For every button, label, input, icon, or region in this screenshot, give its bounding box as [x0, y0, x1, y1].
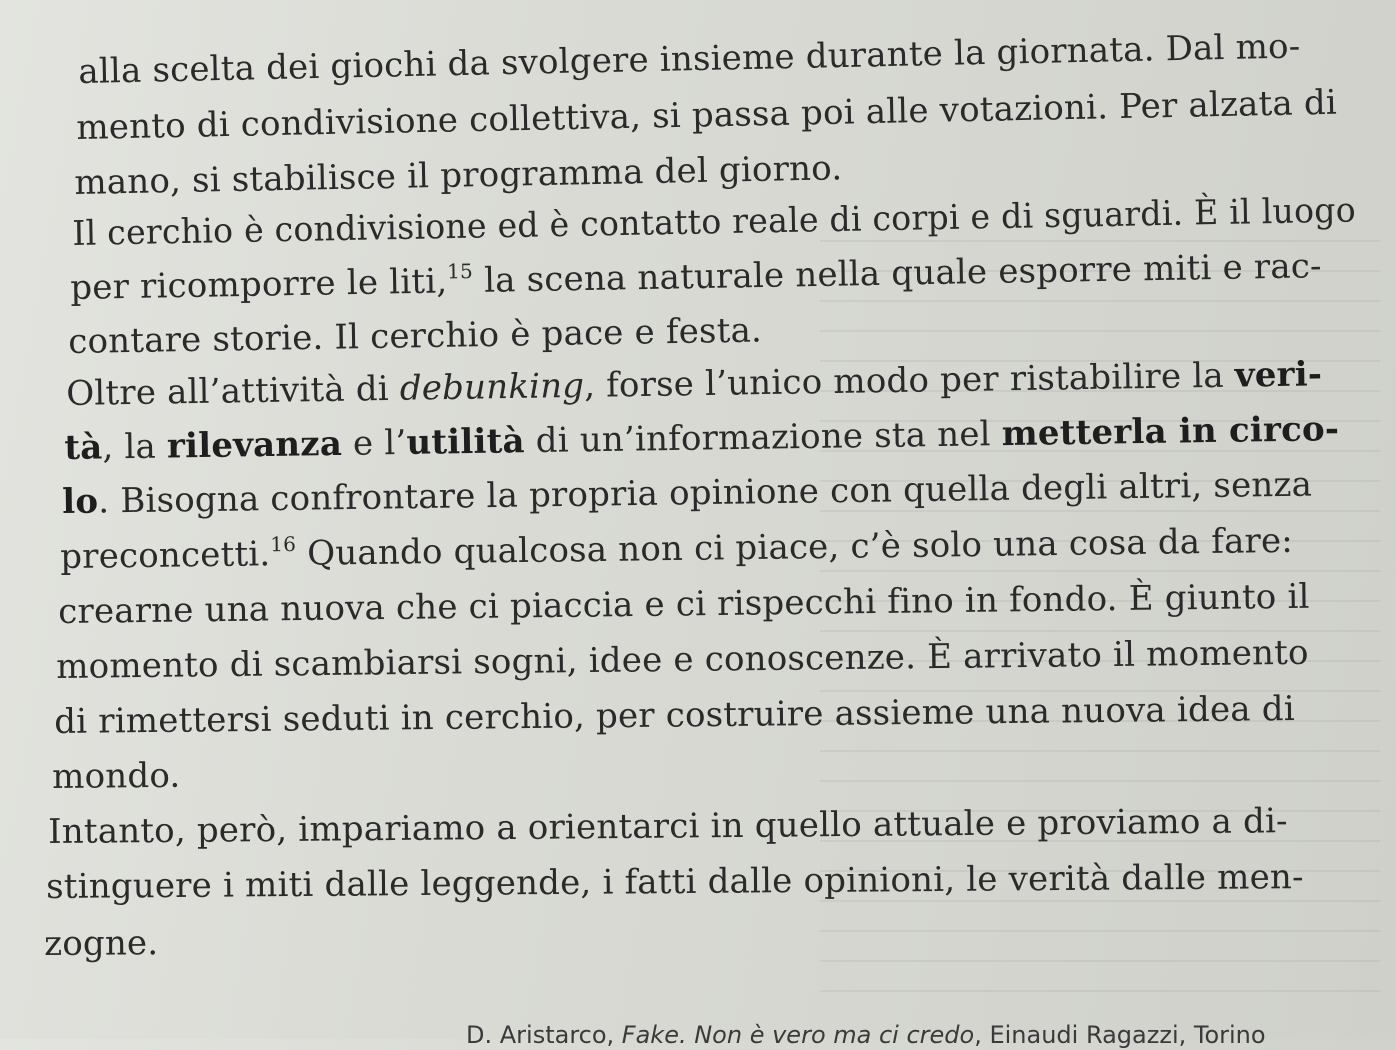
text: mano, si stabilisce il programma del giorno.	[74, 148, 843, 203]
bold-text: metterla in circo-	[1001, 409, 1340, 455]
bold-text: utilità	[406, 421, 526, 463]
bold-text: rilevanza	[166, 423, 343, 467]
p2-line3	[68, 310, 762, 361]
text: stinguere i miti dalle leggende, i fatti dalle opinioni, le verità dalle men-	[46, 857, 1304, 907]
p1-line3	[74, 148, 843, 203]
italic-text: debunking	[399, 365, 585, 409]
caption-title: Fake. Non è vero ma ci credo	[621, 1021, 975, 1049]
text: , forse l’unico modo per ristabilire la	[583, 355, 1236, 406]
text: , la	[102, 426, 168, 468]
text: di un’informazione sta nel	[524, 414, 1003, 462]
text: Quando qualcosa non ci piace, c’è solo una cosa da fare:	[295, 520, 1294, 574]
text: Intanto, però, impariamo a orientarci in quello attuale e proviamo a di-	[48, 801, 1288, 852]
bold-text: tà	[64, 427, 103, 468]
text: per ricomporre le liti,	[70, 261, 448, 308]
text: Oltre all’attività di	[66, 368, 401, 414]
p1-line1	[78, 26, 1301, 92]
source-caption	[466, 1020, 1266, 1050]
footnote-marker-15: 15	[446, 258, 474, 284]
footnote-marker-16: 16	[270, 531, 297, 557]
text: mento di condivisione collettiva, si passa poi alle votazioni. Per alzata di	[76, 82, 1338, 148]
text: mondo.	[52, 755, 181, 797]
text: . Bisogna confrontare la propria opinione con quella degli altri, senza	[97, 464, 1313, 522]
text: zogne.	[44, 923, 159, 964]
p4-line3	[44, 923, 158, 964]
caption-author: D. Aristarco,	[466, 1021, 622, 1049]
p1-line2	[76, 83, 1337, 148]
p3-line8	[52, 756, 181, 797]
text: contare storie. Il cerchio è pace e festa.	[68, 310, 763, 362]
text: di rimettersi seduti in cerchio, per costruire assieme una nuova idea di	[54, 689, 1296, 742]
text: alla scelta dei giochi da svolgere insieme durante la giornata. Dal mo-	[78, 26, 1301, 92]
caption-publisher: , Einaudi Ragazzi, Torino	[974, 1021, 1266, 1049]
text: momento di scambiarsi sogni, idee e conoscenze. È arrivato il momento	[56, 632, 1309, 687]
text: preconcetti.	[60, 534, 271, 577]
text: e l’	[341, 422, 407, 464]
bold-text: veri-	[1234, 354, 1323, 396]
text: crearne una nuova che ci piaccia e ci rispecchi fino in fondo. È giunto il	[58, 576, 1310, 632]
text: la scena naturale nella quale esporre miti e rac-	[472, 246, 1323, 301]
bold-text: lo	[62, 481, 99, 522]
text: Il cerchio è condivisione ed è contatto reale di corpi e di sguardi. È il luogo	[72, 190, 1357, 254]
